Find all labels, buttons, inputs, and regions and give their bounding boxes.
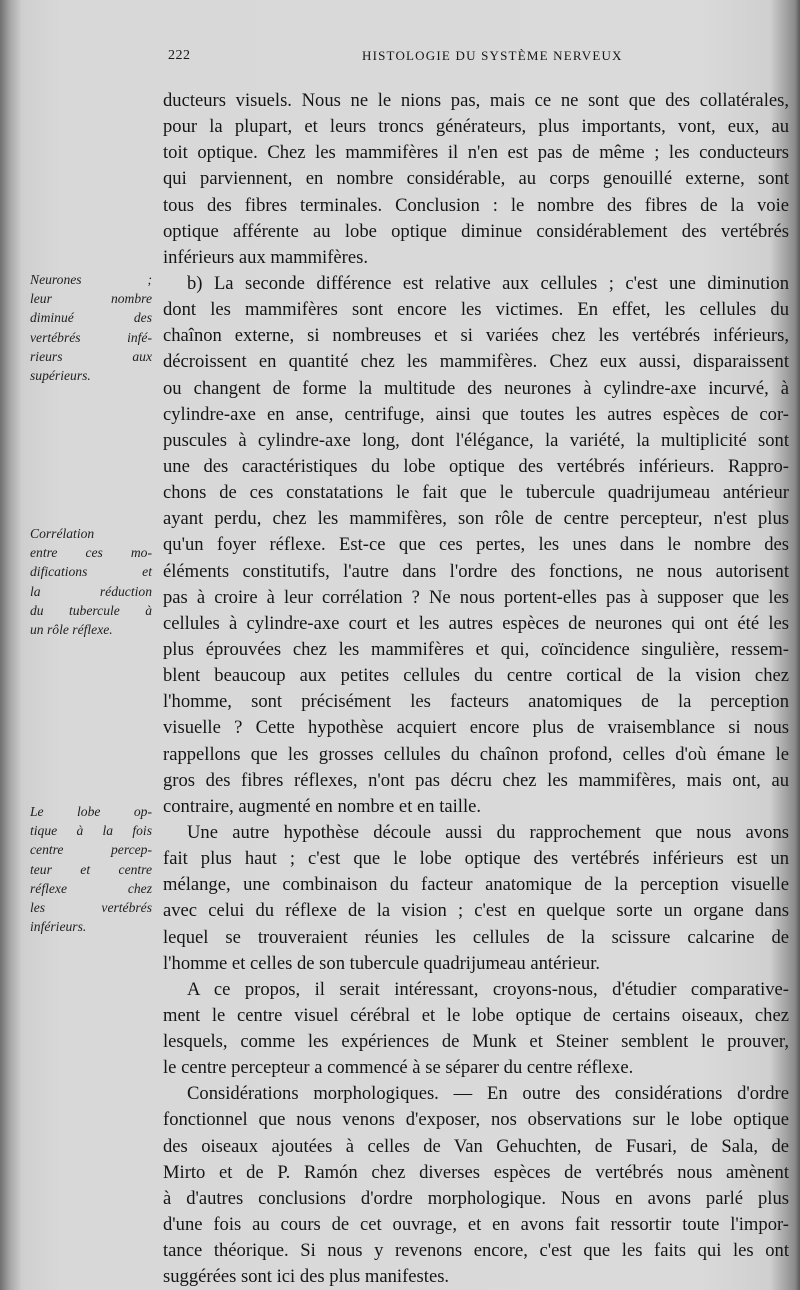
text-line: blent beaucoup aux petites cellules du centre cortical de la vision chez	[163, 665, 789, 687]
text-line: des oiseaux ajoutées à celles de Van Gehuchten, de Fusari, de Sala, de	[163, 1135, 789, 1157]
text-line: le centre percepteur a commencé à se séparer du centre réflexe.	[163, 1057, 634, 1079]
margin-note-line: du tubercule à	[30, 602, 152, 618]
text-line: toit optique. Chez les mammifères il n'en est pas de même ; les conducteurs	[163, 142, 789, 164]
text-line: l'homme, sont précisément les facteurs anatomiques de la perception	[163, 691, 789, 713]
page-header	[0, 48, 800, 70]
margin-note-line: un rôle réflexe.	[30, 622, 113, 638]
text-line: ducteurs visuels. Nous ne le nions pas, mais ce ne sont que des collatérales,	[163, 90, 789, 111]
text-line: cylindre-axe en anse, centrifuge, ainsi que toutes les autres espèces de cor-	[163, 403, 789, 425]
text-line: tous des fibres terminales. Conclusion : le nombre des fibres de la voie	[163, 194, 789, 216]
margin-note-line: tique à la fois	[30, 823, 152, 839]
text-line: l'homme et celles de son tubercule quadrijumeau antérieur.	[163, 952, 601, 974]
text-line: pas à croire à leur corrélation ? Ne nous portent-elles pas à supposer que les	[163, 586, 789, 608]
text-line: dont les mammifères sont encore les victimes. En effet, les cellules du	[163, 299, 789, 321]
text-line: qu'un foyer réflexe. Est-ce que ces pertes, les unes dans le nombre des	[163, 534, 789, 556]
text-line: Une autre hypothèse découle aussi du rapprochement que nous avons	[187, 821, 789, 843]
margin-note	[30, 270, 152, 385]
margin-note-line: vertébrés infé-	[30, 329, 152, 345]
margin-note	[30, 802, 152, 936]
body-text	[163, 88, 789, 1290]
text-line: éléments constitutifs, l'autre dans l'ordre des fonctions, ne nous autorisent	[163, 560, 789, 582]
margin-note-line: centre percep-	[30, 842, 152, 858]
text-line: chaînon externe, si nombreuses et si variées chez les vertébrés inférieurs,	[163, 325, 789, 347]
margin-note-line: supérieurs.	[30, 368, 91, 384]
text-line: rappellons que les grosses cellules du chaînon profond, celles d'où émane le	[163, 743, 789, 765]
text-line: une des caractéristiques du lobe optique des vertébrés inférieurs. Rappro-	[163, 455, 789, 477]
margin-note-line: diminué des	[30, 310, 152, 326]
text-line: gros des fibres réflexes, n'ont pas décru chez les mammifères, mais ont, au	[163, 769, 789, 791]
margin-note-line: réflexe chez	[30, 880, 152, 896]
text-line: fonctionnel que nous venons d'exposer, nos observations sur le lobe optique	[163, 1109, 789, 1131]
margin-note-line: leur nombre	[30, 291, 152, 307]
text-line: contraire, augmenté en nombre et en taille.	[163, 795, 482, 817]
text-line: puscules à cylindre-axe long, dont l'élégance, la variété, la multiplicité sont	[163, 429, 789, 451]
text-line: qui parviennent, en nombre considérable, au corps genouillé externe, sont	[163, 168, 789, 190]
text-line: d'une fois au cours de cet ouvrage, et en avons fait ressortir toute l'impor-	[163, 1214, 789, 1236]
margin-note-line: entre ces mo-	[30, 545, 152, 561]
text-line: lesquels, comme les expériences de Munk et Steiner semblent le prouver,	[163, 1031, 789, 1053]
text-line: mélange, une combinaison du facteur anatomique de la perception visuelle	[163, 874, 789, 896]
text-line: chons de ces constatations le fait que le tubercule quadrijumeau antérieur	[163, 482, 789, 504]
margin-note-line: Le lobe op-	[30, 804, 152, 819]
text-line: Considérations morphologiques. — En outre des considérations d'ordre	[187, 1083, 789, 1105]
margin-note	[30, 524, 152, 639]
text-line: visuelle ? Cette hypothèse acquiert encore plus de vraisemblance si nous	[163, 717, 789, 739]
page-number: 222	[168, 48, 191, 63]
text-line: inférieurs aux mammifères.	[163, 246, 368, 268]
margin-note-line: Corrélation	[30, 526, 95, 541]
margin-note-line: Neurones ;	[30, 272, 152, 287]
text-line: ayant perdu, chez les mammifères, son rôle de centre percepteur, n'est plus	[163, 508, 789, 530]
margin-note-line: la réduction	[30, 583, 152, 599]
margin-note-line: difications et	[30, 564, 152, 580]
text-line: pour la plupart, et leurs troncs générateurs, plus importants, vont, eux, au	[163, 116, 789, 138]
text-line: décroissent en quantité chez les mammifères. Chez eux aussi, disparaissent	[163, 351, 789, 373]
margin-note-line: les vertébrés	[30, 900, 152, 916]
text-line: cellules à cylindre-axe court et les autres espèces de neurones qui ont été les	[163, 612, 789, 634]
text-line: ou changent de forme la multitude des neurones à cylindre-axe incurvé, à	[163, 377, 789, 399]
text-line: tance théorique. Si nous y revenons encore, c'est que les faits qui les ont	[163, 1240, 789, 1262]
text-line: b) La seconde différence est relative aux cellules ; c'est une diminution	[187, 272, 789, 294]
margin-note-line: teur et centre	[30, 861, 152, 877]
text-line: suggérées sont ici des plus manifestes.	[163, 1266, 450, 1288]
text-line: plus éprouvées chez les mammifères et qui, coïncidence singulière, ressem-	[163, 638, 789, 660]
margin-note-line: inférieurs.	[30, 919, 87, 935]
text-line: optique afférente au lobe optique diminue considérablement des vertébrés	[163, 220, 789, 242]
text-line: à d'autres conclusions d'ordre morphologique. Nous en avons parlé plus	[163, 1187, 789, 1209]
margin-note-line: rieurs aux	[30, 348, 152, 364]
text-line: Mirto et de P. Ramón chez diverses espèces de vertébrés nous amènent	[163, 1161, 789, 1183]
text-line: lequel se trouveraient réunies les cellules de la scissure calcarine de	[163, 926, 789, 948]
text-line: A ce propos, il serait intéressant, croyons-nous, d'étudier comparative-	[187, 978, 789, 1000]
text-line: avec celui du réflexe de la vision ; c'est en quelque sorte un organe dans	[163, 900, 789, 922]
text-line: fait plus haut ; c'est que le lobe optique des vertébrés inférieurs est un	[163, 848, 789, 870]
text-line: ment le centre visuel cérébral et le lobe optique de certains oiseaux, chez	[163, 1004, 789, 1026]
running-head: HISTOLOGIE DU SYSTÈME NERVEUX	[362, 48, 623, 63]
